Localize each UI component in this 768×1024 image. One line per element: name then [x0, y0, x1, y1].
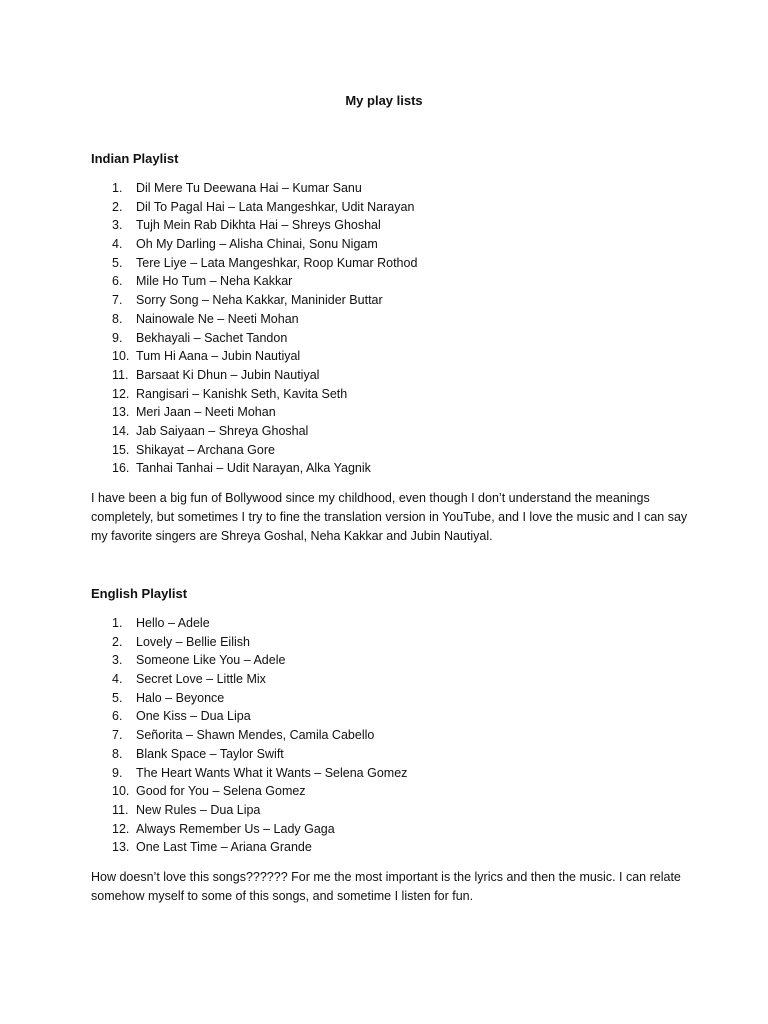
list-item-text: Señorita – Shawn Mendes, Camila Cabello	[136, 728, 375, 743]
list-item-text: Shikayat – Archana Gore	[136, 442, 275, 457]
list-item-number: 2.	[112, 634, 123, 649]
list-item	[112, 329, 417, 348]
list-item	[112, 366, 417, 385]
list-item-text: One Kiss – Dua Lipa	[136, 709, 251, 724]
list-item	[112, 670, 407, 689]
list-item	[112, 726, 407, 745]
list-item	[112, 764, 407, 783]
list-item	[112, 459, 417, 478]
list-item-text: Tum Hi Aana – Jubin Nautiyal	[136, 349, 301, 364]
english-playlist-paragraph: How doesn’t love this songs?????? For me the most important is the lyrics and then the music. I can relate somehow myself to some of this songs, and sometime I listen for fun.	[91, 870, 681, 903]
list-item-number: 9.	[112, 330, 123, 345]
list-item	[112, 441, 417, 460]
list-item	[112, 216, 417, 235]
list-item-number: 2.	[112, 199, 123, 214]
english-playlist-heading: English Playlist	[91, 586, 188, 601]
list-item	[112, 745, 407, 764]
list-item-text: Lovely – Bellie Eilish	[136, 634, 250, 649]
list-item-number: 12.	[112, 386, 130, 401]
list-item-text: Tujh Mein Rab Dikhta Hai – Shreys Ghoshal	[136, 218, 381, 233]
list-item	[112, 291, 417, 310]
list-item-text: Blank Space – Taylor Swift	[136, 746, 284, 761]
list-item	[112, 689, 407, 708]
list-item-number: 5.	[112, 690, 123, 705]
list-item-text: One Last Time – Ariana Grande	[136, 840, 312, 855]
list-item-number: 11.	[112, 367, 129, 382]
list-item	[112, 633, 407, 652]
list-item-number: 4.	[112, 237, 123, 252]
list-item-text: Good for You – Selena Gomez	[136, 784, 306, 799]
list-item	[112, 254, 417, 273]
list-item-number: 7.	[112, 293, 123, 308]
list-item-number: 16.	[112, 461, 130, 476]
list-item-number: 3.	[112, 218, 123, 233]
list-item-text: Halo – Beyonce	[136, 690, 225, 705]
list-item-number: 12.	[112, 821, 130, 836]
list-item-number: 6.	[112, 274, 123, 289]
list-item-text: New Rules – Dua Lipa	[136, 802, 261, 817]
list-item-text: Meri Jaan – Neeti Mohan	[136, 405, 276, 420]
list-item	[112, 403, 417, 422]
list-item-text: Sorry Song – Neha Kakkar, Maninider Buttar	[136, 293, 383, 308]
list-item-text: Hello – Adele	[136, 616, 210, 630]
list-item-number: 15.	[112, 442, 130, 457]
indian-playlist-heading: Indian Playlist	[91, 151, 179, 166]
list-item-number: 8.	[112, 746, 123, 761]
list-item-text: Tanhai Tanhai – Udit Narayan, Alka Yagnik	[136, 461, 371, 476]
list-item-number: 9.	[112, 765, 123, 780]
list-item-text: Nainowale Ne – Neeti Mohan	[136, 311, 299, 326]
list-item-number: 4.	[112, 672, 123, 687]
list-item-number: 5.	[112, 255, 123, 270]
list-item-number: 14.	[112, 423, 130, 438]
list-item	[112, 385, 417, 404]
list-item	[112, 614, 407, 633]
list-item	[112, 838, 407, 857]
list-item-number: 1.	[112, 616, 123, 630]
list-item-number: 10.	[112, 349, 130, 364]
indian-playlist-paragraph: I have been a big fun of Bollywood since my childhood, even though I don’t understand the meanings completely, but sometimes I try to fine the translation version in YouTube, and I love the music and I can say my favorite singers are Shreya Goshal, Neha Kakkar and Jubin Nautiyal.	[91, 491, 688, 543]
list-item-text: Secret Love – Little Mix	[136, 672, 266, 687]
list-item-text: Dil To Pagal Hai – Lata Mangeshkar, Udit Narayan	[136, 199, 415, 214]
list-item-text: Tere Liye – Lata Mangeshkar, Roop Kumar Rothod	[136, 255, 418, 270]
list-item-text: Oh My Darling – Alisha Chinai, Sonu Nigam	[136, 237, 378, 252]
list-item-number: 6.	[112, 709, 123, 724]
list-item	[112, 707, 407, 726]
list-item-text: Rangisari – Kanishk Seth, Kavita Seth	[136, 386, 348, 401]
list-item-text: Always Remember Us – Lady Gaga	[136, 821, 335, 836]
english-playlist-list	[112, 614, 407, 857]
indian-playlist-list	[112, 179, 417, 478]
list-item	[112, 347, 417, 366]
list-item	[112, 179, 417, 198]
list-item-number: 7.	[112, 728, 123, 743]
list-item	[112, 310, 417, 329]
list-item-number: 11.	[112, 802, 129, 817]
list-item-number: 8.	[112, 311, 123, 326]
list-item	[112, 782, 407, 801]
list-item	[112, 820, 407, 839]
list-item-text: Bekhayali – Sachet Tandon	[136, 330, 288, 345]
list-item	[112, 198, 417, 217]
list-item	[112, 272, 417, 291]
list-item-number: 13.	[112, 840, 130, 855]
list-item-text: Someone Like You – Adele	[136, 653, 286, 668]
page-title: My play lists	[345, 93, 423, 108]
list-item	[112, 801, 407, 820]
list-item-text: The Heart Wants What it Wants – Selena Gomez	[136, 765, 408, 780]
list-item	[112, 235, 417, 254]
list-item-text: Dil Mere Tu Deewana Hai – Kumar Sanu	[136, 181, 362, 195]
list-item-text: Jab Saiyaan – Shreya Ghoshal	[136, 423, 309, 438]
list-item	[112, 651, 407, 670]
list-item-number: 13.	[112, 405, 130, 420]
list-item-text: Barsaat Ki Dhun – Jubin Nautiyal	[136, 367, 320, 382]
list-item-number: 1.	[112, 181, 123, 195]
list-item-text: Mile Ho Tum – Neha Kakkar	[136, 274, 293, 289]
list-item	[112, 422, 417, 441]
list-item-number: 10.	[112, 784, 130, 799]
list-item-number: 3.	[112, 653, 123, 668]
